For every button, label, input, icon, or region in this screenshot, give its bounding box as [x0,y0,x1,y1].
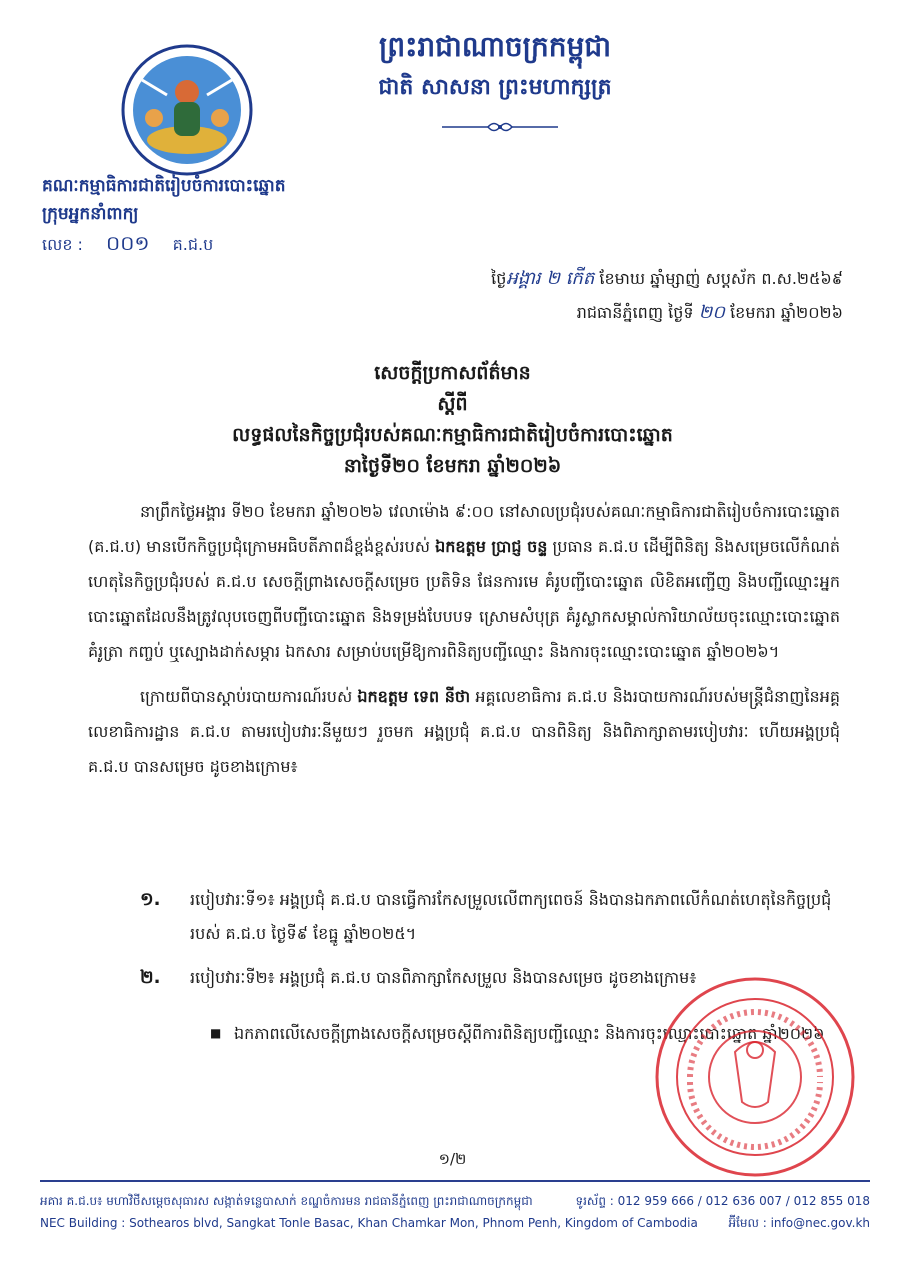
reference-value: ០០១ [106,231,150,255]
footer-address-khmer: អគារ គ.ជ.ប៖ មហាវិថីសម្តេចសុធារស សង្កាត់ទន្លេបាសាក់ ខណ្ឌចំការមន រាជធានីភ្នំពេញ ព្រះរាជាណាចក្រកម្ពុជា [40,1194,533,1208]
footer-divider [40,1180,870,1182]
paragraph-1 [88,494,840,669]
kingdom-title: ព្រះរាជាណាចក្រកម្ពុជា [378,30,611,63]
footer-address-english: NEC Building : Sothearos blvd, Sangkat Tonle Basac, Khan Chamkar Mon, Phnom Penh, Kingdom of Cambodia [40,1216,698,1230]
secretary-general-name: ឯកឧត្តម ទេព នីថា [357,687,471,706]
reference-number [42,228,286,260]
bullet-icon: ■ [210,1026,222,1040]
footer [40,1190,870,1234]
solar-date-prefix: រាជធានីភ្នំពេញ ថ្ងៃទី [576,303,694,322]
solar-date-suffix: ខែមករា ឆ្នាំ២០២៦ [730,303,843,322]
agenda-item-number: ២. [140,967,161,988]
bullet-text: ឯកភាពលើសេចក្តីព្រាងសេចក្តីសម្រេចស្តីពីការពិនិត្យបញ្ជីឈ្មោះ និងការចុះឈ្មោះបោះឆ្នោត ឆ្នាំ២០២៦ [234,1024,825,1043]
organization-name: គណៈកម្មាធិការជាតិរៀបចំការបោះឆ្នោត [42,176,286,196]
document-body [88,494,840,794]
agenda-item-number: ១. [140,889,161,910]
department-name: ក្រុមអ្នកនាំពាក្យ [42,204,139,224]
paragraph-1-text-b: ប្រធាន គ.ជ.ប ដើម្បីពិនិត្យ និងសម្រេចលើកំណត់ហេតុនៃកិច្ចប្រជុំរបស់ គ.ជ.ប សេចក្តីព្រាងសេចក្តីសម្រេច ប្រតិទិន ផែនការមេ គំរូបញ្ជីបោះឆ្នោត លិខិតអញ្ជើញ និងបញ្ជីឈ្មោះអ្នកបោះឆ្នោតដែលនឹងត្រូវលុបចេញពីបញ្ជីបោះឆ្នោត និងទម្រង់បែបបទ ស្រោមសំបុត្រ គំរូស្លាកសម្គាល់ការិយាល័យចុះឈ្មោះបោះឆ្នោត គំរូត្រា កញ្ចប់ ឬស្បោងដាក់សម្ភារ ឯកសារ សម្រាប់បម្រើឱ្យការពិនិត្យបញ្ជីឈ្មោះ និងការចុះឈ្មោះបោះឆ្នោត ឆ្នាំ២០២៦។ [88,537,841,661]
ornament-divider [440,120,560,134]
paragraph-2 [88,679,840,784]
solar-date-handwritten: ២០ [698,302,725,323]
paragraph-2-text-a: ក្រោយពីបានស្តាប់របាយការណ៍របស់ [140,687,353,706]
agenda-item [140,883,860,951]
paragraph-1-text-a: នាព្រឹកថ្ងៃអង្គារ ទី២០ ខែមករា ឆ្នាំ២០២៦ វេលាម៉ោង ៩:០០ នៅសាលប្រជុំរបស់គណៈកម្មាធិការជាតិរៀបចំការបោះឆ្នោត (គ.ជ.ប) មានបើកកិច្ចប្រជុំក្រោមអធិបតីភាពដ៏ខ្ពង់ខ្ពស់របស់ [88,502,840,556]
nec-emblem-logo [112,40,262,180]
lunar-date [491,262,843,296]
lunar-date-suffix: ខែមាឃ ឆ្នាំម្សាញ់ សប្តស័ក ព.ស.២៥៦៩ [599,269,843,288]
reference-suffix: គ.ជ.ប [172,235,214,254]
date-block [491,262,843,330]
chairman-name: ឯកឧត្តម ប្រាជ្ញ ចន្ទ [435,537,548,556]
title-line-1: សេចក្តីប្រកាសព័ត៌មាន [374,362,531,384]
page-number: ១/២ [438,1150,467,1168]
solar-date [491,296,843,330]
agenda-item-text: របៀបវារៈទី២៖ អង្គប្រជុំ គ.ជ.ប បានពិភាក្សាកែសម្រួល និងបានសម្រេច ដូចខាងក្រោម៖ [190,968,697,987]
document-title [0,358,905,482]
agenda-item-text: របៀបវារៈទី១៖ អង្គប្រជុំ គ.ជ.ប បានធ្វើការកែសម្រួលលើពាក្យពេចន៍ និងបានឯកភាពលើកំណត់ហេតុនៃកិច្ចប្រជុំរបស់ គ.ជ.ប ថ្ងៃទី៩ ខែធ្នូ ឆ្នាំ២០២៥។ [190,890,832,943]
kingdom-motto: ជាតិ សាសនា ព្រះមហាក្សត្រ [378,75,612,100]
lunar-date-handwritten: អង្គារ ២ កើត [506,268,595,289]
organization-block [42,172,286,260]
paragraph-2-text-b: អគ្គលេខាធិការ គ.ជ.ប និងរបាយការណ៍របស់មន្ត្រីជំនាញនៃអគ្គលេខាធិការដ្ឋាន គ.ជ.ប តាមរបៀបវារៈនីមួយៗ រួចមក អង្គប្រជុំ គ.ជ.ប បានពិនិត្យ និងពិភាក្សាតាមរបៀបវារៈ ហើយអង្គប្រជុំ គ.ជ.ប បានសម្រេច ដូចខាងក្រោម៖ [88,687,841,776]
title-line-2: ស្តីពី [437,393,468,415]
reference-label: លេខ : [42,235,83,254]
title-line-4: នាថ្ងៃទី២០ ខែមករា ឆ្នាំ២០២៦ [343,455,562,477]
footer-phone: ទូរស័ព្ទ : 012 959 666 / 012 636 007 / 012 855 018 [575,1194,870,1208]
kingdom-header [330,28,660,104]
footer-email: អ៊ីមែល : info@nec.gov.kh [728,1216,870,1230]
lunar-date-prefix: ថ្ងៃ [491,269,507,288]
title-line-3: លទ្ធផលនៃកិច្ចប្រជុំរបស់គណៈកម្មាធិការជាតិរៀបចំការបោះឆ្នោត [232,424,673,446]
